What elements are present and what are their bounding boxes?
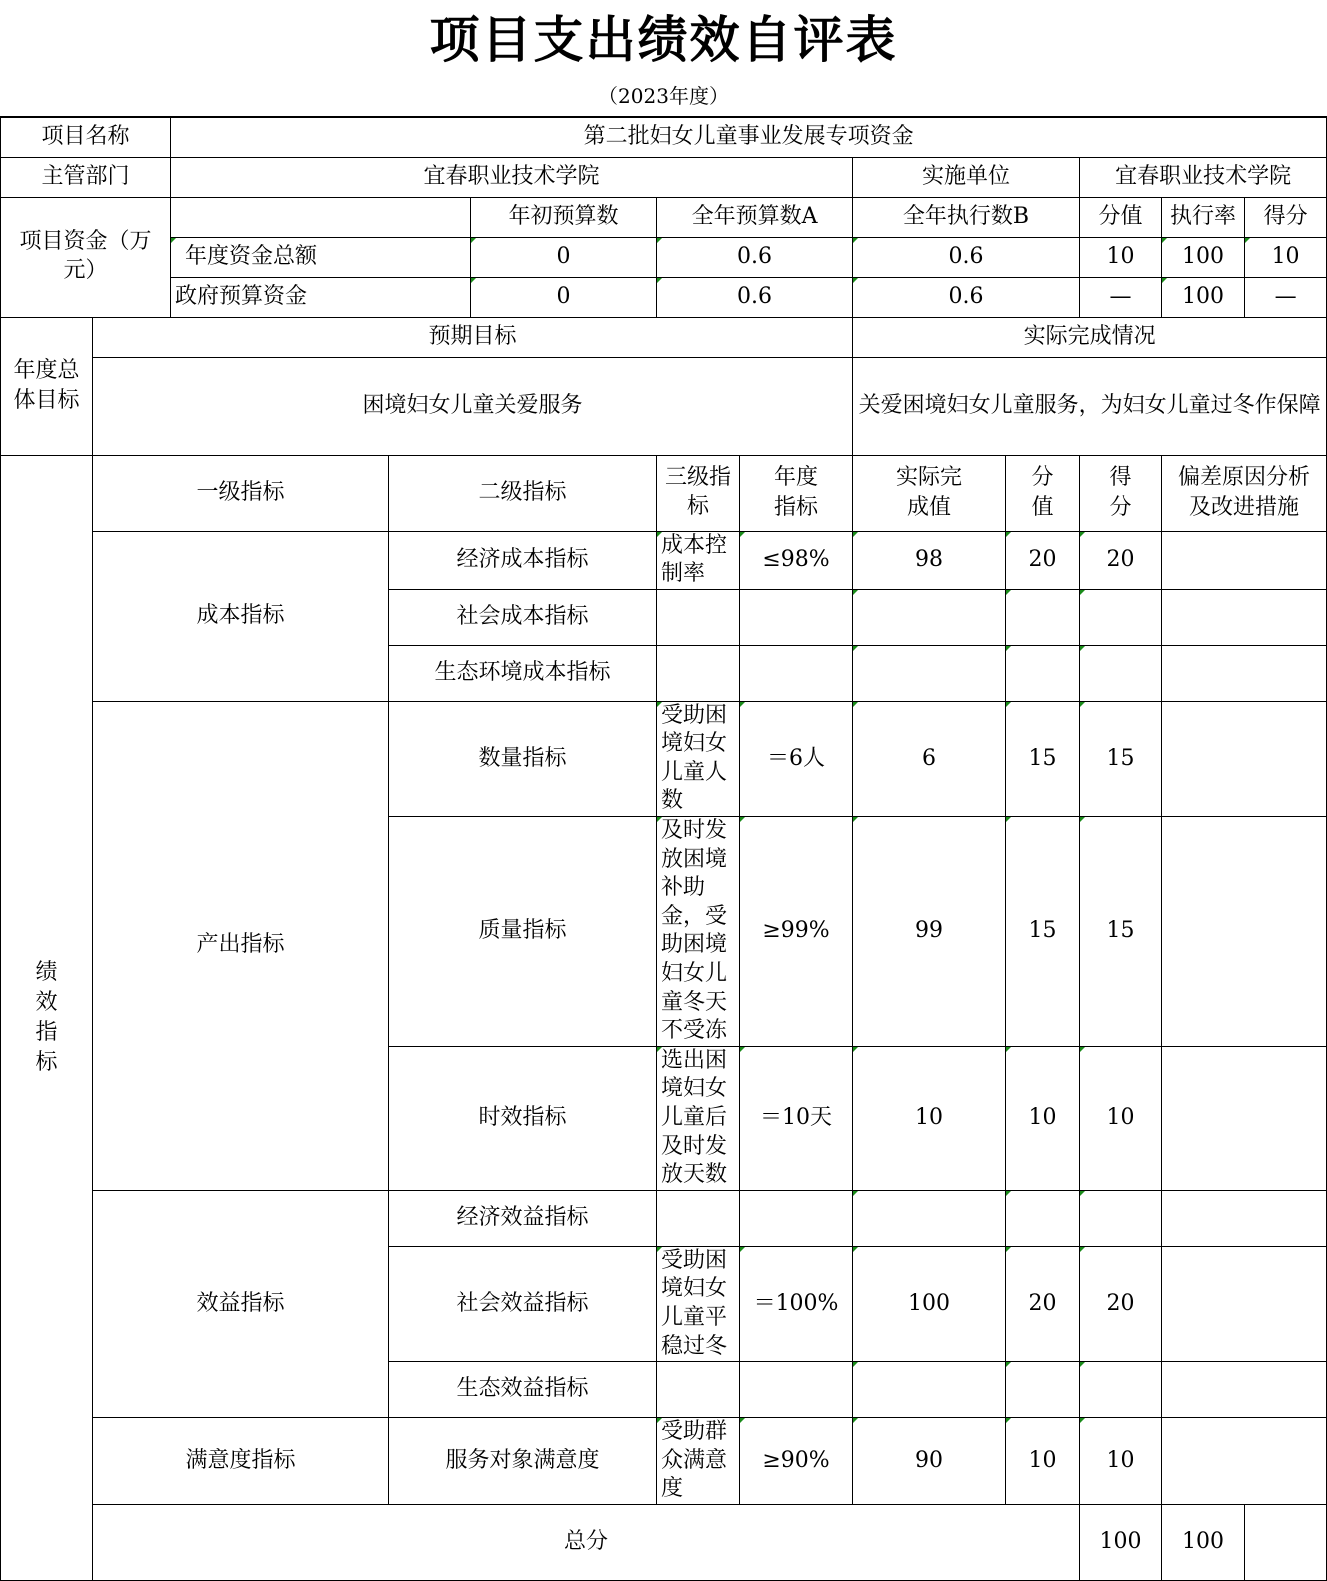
actual-value: [853, 1362, 1006, 1418]
score: 15: [1080, 817, 1162, 1047]
deviation-note: [1162, 531, 1327, 589]
level2-item: 时效指标: [389, 1046, 657, 1190]
level3-item: [657, 1362, 740, 1418]
level2-item: 经济成本指标: [389, 531, 657, 589]
score-value: 10: [1006, 1418, 1080, 1505]
level3-item: [657, 645, 740, 701]
funds-score: —: [1245, 277, 1327, 317]
project-name-label: 项目名称: [1, 117, 171, 157]
actual-value: [853, 589, 1006, 645]
funds-score-value: 10: [1080, 237, 1162, 277]
score-value: [1006, 1190, 1080, 1246]
annual-target: ≥99%: [740, 817, 853, 1047]
score-value: 10: [1006, 1046, 1080, 1190]
indicator-header-level1: 一级指标: [93, 455, 389, 531]
evaluation-table: [0, 116, 1327, 1581]
unit-value: 宜春职业技术学院: [1080, 157, 1327, 197]
funds-annual: 0.6: [657, 277, 853, 317]
level3-item: 受助困境妇女儿童平稳过冬: [657, 1246, 740, 1361]
indicator-header-actual: 实际完成值: [853, 455, 1006, 531]
goal-actual-header: 实际完成情况: [853, 317, 1327, 357]
deviation-note: [1162, 1246, 1327, 1361]
level3-item: 受助困境妇女儿童人数: [657, 701, 740, 816]
score-value: [1006, 1362, 1080, 1418]
score: [1080, 1362, 1162, 1418]
goal-expected: 困境妇女儿童关爱服务: [93, 357, 853, 455]
score: 10: [1080, 1418, 1162, 1505]
level2-item: 数量指标: [389, 701, 657, 816]
level3-item: [657, 1190, 740, 1246]
level1-satisfaction: 满意度指标: [93, 1418, 389, 1505]
level2-item: 生态环境成本指标: [389, 645, 657, 701]
score: 20: [1080, 531, 1162, 589]
level1-cost: 成本指标: [93, 531, 389, 701]
funds-header-blank: [171, 197, 471, 237]
funds-header-rate: 执行率: [1162, 197, 1245, 237]
deviation-note: [1162, 701, 1327, 816]
dept-label: 主管部门: [1, 157, 171, 197]
annual-target: ＝10天: [740, 1046, 853, 1190]
indicators-label: 绩效指标: [1, 455, 93, 1580]
annual-target: [740, 1362, 853, 1418]
project-name: 第二批妇女儿童事业发展专项资金: [171, 117, 1327, 157]
annual-target: ＝6人: [740, 701, 853, 816]
score: [1080, 645, 1162, 701]
goal-label: 年度总体目标: [1, 317, 93, 455]
annual-target: ≥90%: [740, 1418, 853, 1505]
level2-item: 经济效益指标: [389, 1190, 657, 1246]
level3-item: 成本控制率: [657, 531, 740, 589]
sheet-title: 项目支出绩效自评表: [429, 11, 898, 69]
score-value: 20: [1006, 531, 1080, 589]
score-value: 20: [1006, 1246, 1080, 1361]
deviation-note: [1162, 1418, 1327, 1505]
level3-item: 及时发放困境补助金，受助困境妇女儿童冬天不受冻: [657, 817, 740, 1047]
deviation-note: [1162, 645, 1327, 701]
funds-header-score-value: 分值: [1080, 197, 1162, 237]
level2-item: 生态效益指标: [389, 1362, 657, 1418]
total-score: 100: [1162, 1504, 1245, 1580]
funds-rate: 100: [1162, 237, 1245, 277]
annual-target: [740, 589, 853, 645]
unit-label: 实施单位: [853, 157, 1080, 197]
actual-value: [853, 1190, 1006, 1246]
funds-annual: 0.6: [657, 237, 853, 277]
deviation-note: [1162, 817, 1327, 1047]
indicator-header-level3: 三级指标: [657, 455, 740, 531]
funds-header-executed: 全年执行数B: [853, 197, 1080, 237]
level3-item: 受助群众满意度: [657, 1418, 740, 1505]
total-value: 100: [1080, 1504, 1162, 1580]
level2-item: 质量指标: [389, 817, 657, 1047]
funds-executed: 0.6: [853, 277, 1080, 317]
level2-item: 社会效益指标: [389, 1246, 657, 1361]
score: 15: [1080, 701, 1162, 816]
deviation-note: [1162, 589, 1327, 645]
annual-target: ＝100%: [740, 1246, 853, 1361]
level1-benefit: 效益指标: [93, 1190, 389, 1417]
annual-target: [740, 1190, 853, 1246]
funds-rate: 100: [1162, 277, 1245, 317]
actual-value: 99: [853, 817, 1006, 1047]
indicator-header-value: 分值: [1006, 455, 1080, 531]
actual-value: 6: [853, 701, 1006, 816]
level2-item: 服务对象满意度: [389, 1418, 657, 1505]
funds-initial: 0: [471, 237, 657, 277]
funds-initial: 0: [471, 277, 657, 317]
score: [1080, 1190, 1162, 1246]
annual-target: [740, 645, 853, 701]
funds-score-value: —: [1080, 277, 1162, 317]
actual-value: [853, 645, 1006, 701]
dept-value: 宜春职业技术学院: [171, 157, 853, 197]
level2-item: 社会成本指标: [389, 589, 657, 645]
score-value: [1006, 589, 1080, 645]
funds-header-annual: 全年预算数A: [657, 197, 853, 237]
deviation-note: [1162, 1190, 1327, 1246]
indicator-header-deviation: 偏差原因分析及改进措施: [1162, 455, 1327, 531]
actual-value: 10: [853, 1046, 1006, 1190]
score: [1080, 589, 1162, 645]
total-note: [1245, 1504, 1327, 1580]
score: 10: [1080, 1046, 1162, 1190]
score-value: [1006, 645, 1080, 701]
indicator-header-target: 年度指标: [740, 455, 853, 531]
level1-output: 产出指标: [93, 701, 389, 1190]
funds-header-initial: 年初预算数: [471, 197, 657, 237]
funds-score: 10: [1245, 237, 1327, 277]
total-label: 总分: [93, 1504, 1080, 1580]
funds-header-score: 得分: [1245, 197, 1327, 237]
actual-value: 98: [853, 531, 1006, 589]
indicator-header-score: 得分: [1080, 455, 1162, 531]
deviation-note: [1162, 1362, 1327, 1418]
funds-label: 项目资金（万元）: [1, 197, 171, 317]
actual-value: 100: [853, 1246, 1006, 1361]
score-value: 15: [1006, 701, 1080, 816]
score-value: 15: [1006, 817, 1080, 1047]
goal-expected-header: 预期目标: [93, 317, 853, 357]
level3-item: 选出困境妇女儿童后及时发放天数: [657, 1046, 740, 1190]
sheet-year: （2023年度）: [598, 84, 729, 108]
indicator-header-level2: 二级指标: [389, 455, 657, 531]
goal-actual: 关爱困境妇女儿童服务，为妇女儿童过冬作保障: [853, 357, 1327, 455]
deviation-note: [1162, 1046, 1327, 1190]
funds-row-label: 年度资金总额: [171, 237, 471, 277]
funds-row-label: 政府预算资金: [171, 277, 471, 317]
level3-item: [657, 589, 740, 645]
score: 20: [1080, 1246, 1162, 1361]
funds-executed: 0.6: [853, 237, 1080, 277]
annual-target: ≤98%: [740, 531, 853, 589]
actual-value: 90: [853, 1418, 1006, 1505]
